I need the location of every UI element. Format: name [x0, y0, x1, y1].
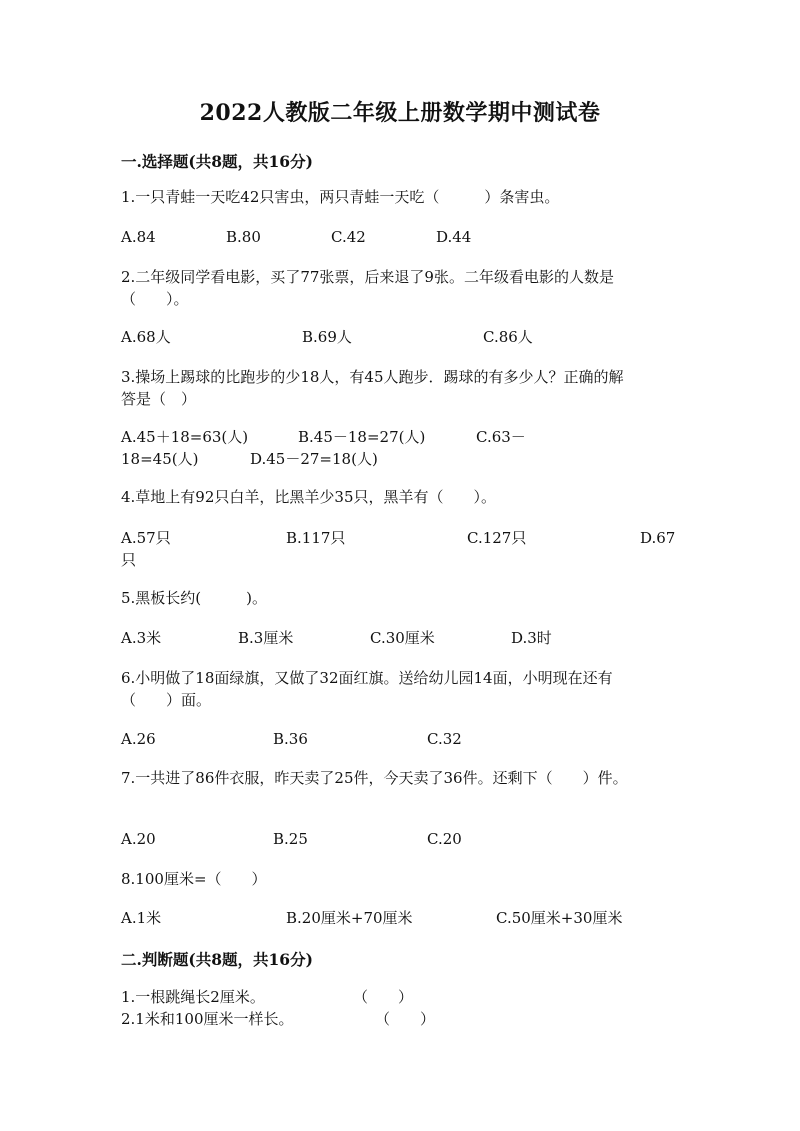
q1-option-c: C.42 [331, 228, 366, 246]
q5-option-b: B.3厘米 [238, 629, 294, 647]
question-2-line2: （ ）。 [121, 290, 189, 308]
question-1-text: 1.一只青蛙一天吃42只害虫，两只青蛙一天吃（ ）条害虫。 [121, 188, 560, 206]
q3-option-a: A.45＋18=63(人) [121, 428, 249, 446]
q3-option-c-part1: C.63－ [476, 428, 526, 446]
q7-option-b: B.25 [273, 830, 308, 848]
question-2-line1: 2.二年级同学看电影，买了77张票，后来退了9张。二年级看电影的人数是 [121, 268, 614, 286]
q4-option-b: B.117只 [286, 529, 346, 547]
q8-option-c: C.50厘米+30厘米 [496, 909, 623, 927]
question-3-line2: 答是（ ） [121, 390, 197, 408]
tf-1-text: 1.一根跳绳长2厘米。 [121, 988, 265, 1006]
question-8-text: 8.100厘米=（ ） [121, 870, 267, 888]
q6-option-a: A.26 [121, 730, 156, 748]
q1-option-a: A.84 [121, 228, 156, 246]
question-6-line2: （ ）面。 [121, 691, 212, 709]
q2-option-a: A.68人 [121, 328, 171, 346]
q4-option-c: C.127只 [467, 529, 527, 547]
q7-option-c: C.20 [427, 830, 462, 848]
section-header-choice: 一.选择题(共8题，共16分) [121, 152, 313, 171]
section-header-true-false: 二.判断题(共8题，共16分) [121, 950, 313, 969]
q6-option-c: C.32 [427, 730, 462, 748]
q4-option-d-wrap: 只 [121, 551, 137, 569]
tf-2-text: 2.1米和100厘米一样长。 [121, 1010, 294, 1028]
q7-option-a: A.20 [121, 830, 156, 848]
q8-option-a: A.1米 [121, 909, 162, 927]
question-5-text: 5.黑板长约( )。 [121, 589, 268, 607]
q4-option-a: A.57只 [121, 529, 171, 547]
question-3-line1: 3.操场上踢球的比跑步的少18人，有45人跑步．踢球的有多少人？正确的解 [121, 368, 624, 386]
q2-option-b: B.69人 [302, 328, 352, 346]
q5-option-a: A.3米 [121, 629, 162, 647]
question-6-line1: 6.小明做了18面绿旗，又做了32面红旗。送给幼儿园14面，小明现在还有 [121, 669, 613, 687]
question-7-text: 7.一共进了86件衣服，昨天卖了25件，今天卖了36件。还剩下（ ）件。 [121, 769, 628, 787]
q5-option-c: C.30厘米 [370, 629, 435, 647]
q1-option-b: B.80 [226, 228, 261, 246]
q3-option-b: B.45－18=27(人) [298, 428, 426, 446]
q4-option-d: D.67 [640, 529, 676, 547]
q3-option-c-part2: 18=45(人) [121, 450, 199, 468]
question-4-text: 4.草地上有92只白羊，比黑羊少35只，黑羊有（ ）。 [121, 488, 496, 506]
page-title: 2022人教版二年级上册数学期中测试卷 [199, 100, 601, 126]
q2-option-c: C.86人 [483, 328, 533, 346]
q6-option-b: B.36 [273, 730, 308, 748]
tf-2-blank: （ ） [375, 1010, 436, 1028]
q8-option-b: B.20厘米+70厘米 [286, 909, 413, 927]
q5-option-d: D.3时 [511, 629, 552, 647]
q1-option-d: D.44 [436, 228, 472, 246]
tf-1-blank: （ ） [353, 988, 414, 1006]
q3-option-d: D.45－27=18(人) [250, 450, 378, 468]
